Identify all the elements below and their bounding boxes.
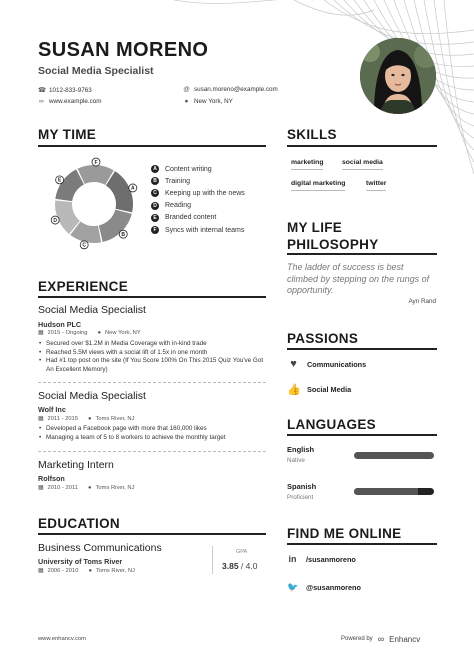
email-text[interactable]: susan.moreno@example.com (194, 86, 278, 93)
gpa-max: 4.0 (245, 561, 258, 571)
passions-rule (287, 348, 437, 350)
legend-label: Syncs with internal teams (165, 226, 245, 234)
location-text: New York, NY (194, 98, 233, 105)
linkedin-icon: in (288, 554, 297, 564)
calendar-icon: ▦ (38, 568, 44, 574)
languages-rule (287, 434, 437, 436)
twitter-bird-icon: 🐦 (287, 582, 299, 592)
my-time-legend-item (151, 226, 244, 234)
skills-rule (287, 145, 437, 147)
job-title: Social Media Specialist (38, 304, 146, 316)
philosophy-heading (287, 219, 379, 253)
my-time-rule (38, 145, 266, 147)
legend-letter-badge: B (151, 177, 159, 185)
calendar-icon: ▦ (38, 416, 44, 422)
passion-label: Communications (307, 359, 367, 369)
philosophy-heading-line1: MY LIFE (287, 220, 343, 235)
divider (38, 382, 266, 383)
language-level: Native (287, 457, 305, 464)
my-time-heading: MY TIME (38, 127, 97, 142)
philosophy-rule (287, 253, 437, 255)
footer-powered-by (341, 634, 420, 644)
legend-label: Training (165, 177, 191, 185)
skill-tag: twitter (366, 180, 386, 191)
phone-icon: ☎ (38, 87, 47, 94)
job-title: Social Media Specialist (38, 390, 146, 402)
language-level: Proficient (287, 494, 314, 501)
my-time-legend-item (151, 189, 245, 197)
my-time-legend-item (151, 165, 212, 173)
calendar-icon: ▦ (38, 485, 44, 491)
job-location: Toms River, NJ (95, 485, 135, 491)
my-time-legend-item (151, 202, 191, 210)
language-name: English (287, 445, 315, 454)
passion-item (287, 358, 366, 370)
skill-tag: digital marketing (291, 180, 345, 191)
job-location: New York, NY (104, 330, 141, 336)
legend-letter-badge: A (151, 165, 159, 173)
job-bullet: • Reached 5.5M views with a social lift of 1.5x in one month (38, 349, 266, 358)
job-meta (38, 416, 135, 422)
job-company: Hudson PLC (38, 320, 82, 329)
education-rule (38, 533, 266, 535)
legend-label: Keeping up with the news (165, 189, 245, 197)
linkedin-handle[interactable]: /susanmoreno (306, 554, 356, 564)
location-pin-icon: ● (184, 98, 189, 105)
experience-rule (38, 296, 266, 298)
website-text[interactable]: www.example.com (49, 98, 102, 105)
school-name: University of Toms River (38, 557, 123, 566)
thumbs-up-icon: 👍 (287, 384, 301, 396)
skills-heading: SKILLS (287, 127, 337, 142)
powered-by-text: Powered by (341, 636, 373, 642)
twitter-handle[interactable]: @susanmoreno (306, 583, 361, 592)
education-meta (38, 568, 135, 574)
job-company: Rolfson (38, 474, 65, 483)
footer-website[interactable]: www.enhancv.com (38, 636, 86, 642)
location-pin-icon: ● (88, 416, 92, 422)
passions-heading: PASSIONS (287, 331, 359, 346)
my-time-legend-item (151, 214, 216, 222)
email-contact (183, 86, 278, 93)
job-company: Wolf Inc (38, 405, 66, 414)
heart-icon: ♥ (290, 358, 297, 370)
job-meta (38, 330, 141, 336)
education-location: Toms River, NJ (95, 568, 135, 574)
phone-contact (38, 86, 92, 94)
job-bullets (38, 340, 266, 374)
donut-slice-a (106, 171, 133, 212)
twitter-link[interactable] (287, 582, 361, 593)
donut-slice-e (55, 169, 84, 201)
job-dates: 2010 - 2011 (47, 485, 78, 491)
legend-letter-badge: D (151, 202, 159, 210)
job-bullet: • Had #1 top post on the site (If You Score 100% On This 2015 Quiz You've Got An Excellent Memory) (38, 357, 266, 374)
location-pin-icon: ● (97, 330, 101, 336)
phone-text[interactable]: 1012-833-9763 (49, 86, 92, 94)
legend-label: Branded content (165, 214, 217, 222)
experience-heading: EXPERIENCE (38, 279, 129, 294)
donut-label-letter: A (130, 185, 135, 192)
skill-tag: social media (342, 159, 383, 170)
brand-name: Enhancv (389, 634, 421, 644)
donut-label-letter: D (53, 217, 58, 224)
degree-title: Business Communications (38, 542, 162, 554)
donut-label-letter: C (82, 242, 86, 249)
location-pin-icon: ● (88, 485, 92, 491)
online-heading: FIND ME ONLINE (287, 526, 402, 541)
online-rule (287, 543, 437, 545)
language-proficiency-bar (354, 452, 434, 459)
candidate-name: SUSAN MORENO (38, 39, 209, 61)
job-title: Marketing Intern (38, 459, 114, 471)
job-dates: 2015 - Ongoing (47, 330, 88, 336)
quote-author: Ayn Rand (408, 298, 436, 305)
legend-label: Content writing (165, 165, 212, 173)
language-name: Spanish (287, 482, 317, 491)
gpa-value: 3.85 / 4.0 (222, 561, 258, 571)
location-pin-icon: ● (88, 568, 92, 574)
job-bullet: • Secured over $1.2M in Media Coverage with in-kind trade (38, 340, 266, 349)
calendar-icon: ▦ (38, 330, 44, 336)
at-icon: @ (183, 86, 190, 93)
job-bullet: • Managing a team of 5 to 8 workers to achieve the monthly target (38, 434, 266, 443)
donut-label-letter: B (121, 231, 126, 238)
passion-label: Social Media (307, 385, 352, 394)
education-dates: 2006 - 2010 (47, 568, 79, 574)
job-meta (38, 485, 135, 491)
my-time-donut-chart (44, 154, 144, 254)
location-contact (183, 98, 233, 105)
philosophy-quote: The ladder of success is best climbed by stepping on the rungs of opportunity. (287, 262, 430, 295)
education-heading: EDUCATION (38, 516, 120, 531)
skill-tag: marketing (291, 159, 323, 170)
legend-letter-badge: C (151, 189, 159, 197)
job-bullet: • Developed a Facebook page with more that 160,000 likes (38, 425, 266, 434)
donut-slice-b (99, 210, 132, 242)
legend-label: Reading (165, 202, 192, 210)
donut-label-letter: F (94, 159, 98, 166)
passion-item (287, 383, 351, 396)
link-icon: ∞ (39, 98, 44, 105)
linkedin-link[interactable] (287, 554, 356, 564)
profile-photo (360, 38, 436, 114)
candidate-role: Social Media Specialist (38, 65, 154, 77)
website-contact (38, 98, 102, 105)
donut-label-letter: E (57, 177, 62, 184)
legend-letter-badge: E (151, 214, 159, 222)
enhancv-logo-icon: ∞ (377, 634, 385, 644)
divider (38, 451, 266, 452)
my-time-legend-item (151, 177, 190, 185)
gpa-score: 3.85 (222, 561, 239, 571)
job-location: Toms River, NJ (95, 416, 135, 422)
language-proficiency-bar (354, 488, 434, 495)
job-dates: 2011 - 2015 (47, 416, 78, 422)
philosophy-heading-line2: PHILOSOPHY (287, 237, 379, 252)
gpa-label: GPA (236, 549, 248, 555)
language-proficiency-fill (354, 488, 418, 495)
job-bullets (38, 425, 266, 442)
gpa-separator (212, 546, 213, 574)
languages-heading: LANGUAGES (287, 417, 376, 432)
legend-letter-badge: F (151, 226, 159, 234)
